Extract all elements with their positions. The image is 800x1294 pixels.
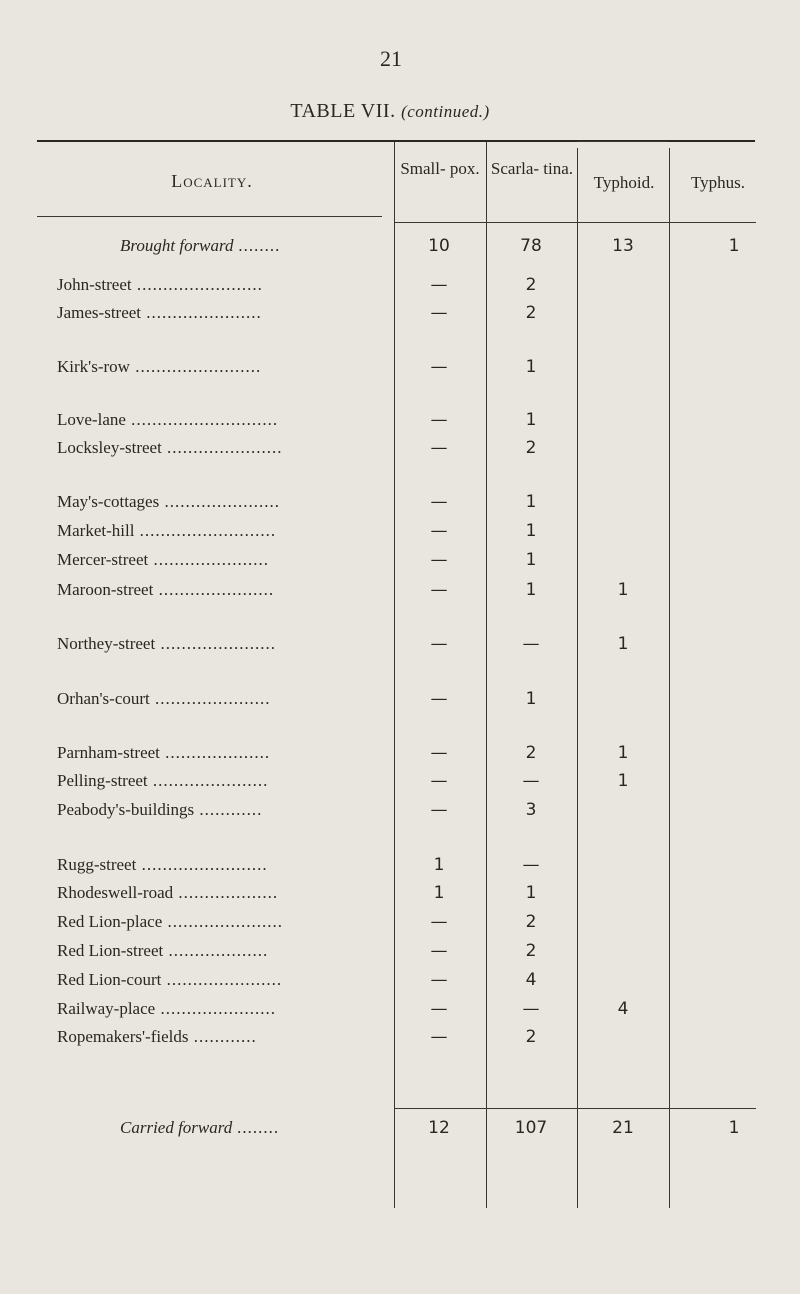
typhus-cell: 1 <box>728 1118 740 1138</box>
column-divider-1 <box>394 142 395 1208</box>
locality-name: Ropemakers'-fields <box>57 1027 189 1046</box>
table-title <box>0 100 780 123</box>
locality-name: Railway-place <box>57 999 156 1018</box>
row-label <box>57 580 367 600</box>
scarlatina-cell: 1 <box>525 521 537 541</box>
table-title-text: TABLE VII. <box>290 100 396 122</box>
total-rule <box>394 1108 756 1109</box>
locality-name: Locksley-street <box>57 438 162 457</box>
leader-dots: ........ <box>232 1118 280 1137</box>
leader-dots: ...................... <box>161 970 283 989</box>
row-label <box>57 743 367 763</box>
scarlatina-cell: 1 <box>525 550 537 570</box>
smallpox-cell: — <box>430 634 448 654</box>
typhoid-cell: 1 <box>617 743 629 763</box>
smallpox-cell: 1 <box>433 855 445 875</box>
locality-name: Red Lion-place <box>57 912 163 931</box>
locality-name: John-street <box>57 275 132 294</box>
scarlatina-cell: — <box>522 999 540 1019</box>
locality-name: Peabody's-buildings <box>57 800 195 819</box>
locality-name: Red Lion-court <box>57 970 162 989</box>
scarlatina-cell: — <box>522 855 540 875</box>
leader-dots: ...................... <box>141 303 262 322</box>
header-rule-locality <box>37 216 382 217</box>
smallpox-cell: 10 <box>428 236 450 256</box>
locality-name: Market-hill <box>57 521 135 540</box>
locality-name: James-street <box>57 303 142 322</box>
leader-dots: ........................ <box>131 275 263 294</box>
smallpox-cell: — <box>430 743 448 763</box>
scarlatina-cell: 2 <box>525 1027 537 1047</box>
row-label <box>57 521 367 541</box>
locality-name: Love-lane <box>57 410 126 429</box>
smallpox-cell: 1 <box>433 883 445 903</box>
leader-dots: ...................... <box>149 689 271 708</box>
smallpox-cell: — <box>430 303 448 323</box>
leader-dots: ...................... <box>147 771 269 790</box>
locality-name: Maroon-street <box>57 580 154 599</box>
typhoid-cell: 4 <box>617 999 629 1019</box>
leader-dots: ...................... <box>155 999 276 1018</box>
locality-name: Orhan's-court <box>57 689 150 708</box>
smallpox-cell: — <box>430 941 448 961</box>
page-number: 21 <box>380 46 402 71</box>
scarlatina-cell: 3 <box>525 800 537 820</box>
scarlatina-cell: 1 <box>525 883 537 903</box>
scarlatina-cell: 107 <box>514 1118 548 1138</box>
row-label <box>57 303 367 323</box>
column-divider-2 <box>486 142 487 1208</box>
typhus-cell: 1 <box>728 236 740 256</box>
scarlatina-cell: 2 <box>525 941 537 961</box>
header-typhoid: Typhoid. <box>593 173 655 192</box>
smallpox-cell: — <box>430 438 448 458</box>
row-label <box>57 999 367 1019</box>
typhoid-cell: 1 <box>617 580 629 600</box>
scarlatina-cell: 1 <box>525 410 537 430</box>
smallpox-cell: — <box>430 550 448 570</box>
smallpox-cell: — <box>430 521 448 541</box>
smallpox-cell: 12 <box>428 1118 450 1138</box>
header-scarlatina: Scarla- tina. <box>490 159 574 178</box>
smallpox-cell: — <box>430 1027 448 1047</box>
leader-dots: ...................... <box>159 492 280 511</box>
smallpox-cell: — <box>430 800 448 820</box>
typhoid-cell: 13 <box>612 236 634 256</box>
smallpox-cell: — <box>430 999 448 1019</box>
table-title-note: (continued.) <box>401 102 490 121</box>
scarlatina-cell: 2 <box>525 303 537 323</box>
leader-dots: ............ <box>194 800 263 819</box>
smallpox-cell: — <box>430 970 448 990</box>
scarlatina-cell: — <box>522 634 540 654</box>
header-rule-typhoid <box>578 141 668 142</box>
leader-dots: ...................... <box>161 438 283 457</box>
header-rule-values <box>394 222 756 223</box>
row-label <box>57 689 367 709</box>
scarlatina-cell: 1 <box>525 357 537 377</box>
locality-name: Brought forward <box>120 236 234 255</box>
leader-dots: ............ <box>188 1027 257 1046</box>
row-label <box>120 236 430 256</box>
leader-dots: ................... <box>173 883 279 902</box>
leader-dots: ................... <box>163 941 269 960</box>
row-label <box>57 357 367 377</box>
smallpox-cell: — <box>430 492 448 512</box>
typhoid-cell: 1 <box>617 634 629 654</box>
smallpox-cell: — <box>430 580 448 600</box>
typhoid-cell: 21 <box>612 1118 634 1138</box>
locality-name: Parnham-street <box>57 743 160 762</box>
leader-dots: ........................ <box>136 855 268 874</box>
row-label <box>57 1027 367 1047</box>
leader-dots: ...................... <box>148 550 269 569</box>
scarlatina-cell: 2 <box>525 743 537 763</box>
header-locality: Locality. <box>171 171 253 191</box>
leader-dots: ...................... <box>155 634 276 653</box>
locality-name: Rugg-street <box>57 855 137 874</box>
row-label <box>57 771 367 791</box>
row-label <box>57 970 367 990</box>
smallpox-cell: — <box>430 689 448 709</box>
row-label <box>120 1118 430 1138</box>
row-label <box>57 275 367 295</box>
row-label <box>57 550 367 570</box>
typhoid-cell: 1 <box>617 771 629 791</box>
leader-dots: ...................... <box>162 912 284 931</box>
row-label <box>57 883 367 903</box>
scarlatina-cell: 2 <box>525 912 537 932</box>
smallpox-cell: — <box>430 771 448 791</box>
leader-dots: ........................ <box>129 357 262 376</box>
leader-dots: .......................... <box>134 521 277 540</box>
scarlatina-cell: 78 <box>520 236 542 256</box>
locality-name: Red Lion-street <box>57 941 164 960</box>
locality-name: Kirk's-row <box>57 357 130 376</box>
row-label <box>57 912 367 932</box>
row-label <box>57 410 367 430</box>
leader-dots: ........ <box>233 236 281 255</box>
smallpox-cell: — <box>430 410 448 430</box>
locality-name: Rhodeswell-road <box>57 883 174 902</box>
smallpox-cell: — <box>430 357 448 377</box>
scarlatina-cell: 2 <box>525 438 537 458</box>
locality-name: Pelling-street <box>57 771 148 790</box>
row-label <box>57 492 367 512</box>
row-label <box>57 800 367 820</box>
scarlatina-cell: 1 <box>525 689 537 709</box>
leader-dots: .................... <box>159 743 271 762</box>
smallpox-cell: — <box>430 912 448 932</box>
leader-dots: ...................... <box>153 580 275 599</box>
row-label <box>57 438 367 458</box>
column-divider-3 <box>577 148 578 1208</box>
scarlatina-cell: 1 <box>525 492 537 512</box>
scarlatina-cell: 4 <box>525 970 537 990</box>
smallpox-cell: — <box>430 275 448 295</box>
row-label <box>57 941 367 961</box>
scarlatina-cell: — <box>522 771 540 791</box>
locality-name: Carried forward <box>120 1118 233 1137</box>
locality-name: May's-cottages <box>57 492 160 511</box>
header-smallpox: Small- pox. <box>400 159 480 178</box>
locality-name: Mercer-street <box>57 550 149 569</box>
leader-dots: ............................ <box>125 410 279 429</box>
locality-name: Northey-street <box>57 634 156 653</box>
row-label <box>57 855 367 875</box>
row-label <box>57 634 367 654</box>
column-divider-4 <box>669 148 670 1208</box>
scarlatina-cell: 1 <box>525 580 537 600</box>
header-typhus: Typhus. <box>690 173 746 192</box>
scarlatina-cell: 2 <box>525 275 537 295</box>
